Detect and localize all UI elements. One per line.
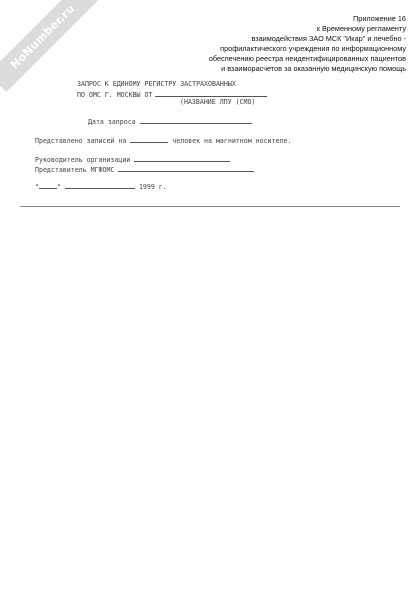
header-line: к Временному регламенту [316, 24, 406, 33]
representative-label: Представитель МГФОМС [35, 166, 115, 174]
representative-signature-field[interactable] [118, 164, 254, 172]
month-field[interactable] [65, 181, 135, 189]
header-line: профилактического учреждения по информационному [220, 44, 406, 53]
records-suffix: человек на магнитном носителе. [172, 137, 292, 145]
header-line: Приложение 16 [353, 14, 406, 23]
signature-date-row [35, 181, 167, 191]
request-date-row [88, 116, 252, 126]
year-label: 1999 г. [138, 183, 167, 191]
day-field[interactable] [39, 181, 57, 189]
records-row [35, 135, 291, 145]
header-line: и взаиморасчетов за оказанную медицинскую помощь [221, 64, 406, 73]
divider [20, 206, 400, 207]
institution-name-caption: (НАЗВАНИЕ ЛПУ (СМО) [180, 98, 256, 106]
form-title-line2-text: ПО ОМС Г. МОСКВЫ ОТ [77, 91, 153, 99]
institution-name-field[interactable] [155, 89, 267, 97]
records-count-field[interactable] [130, 135, 168, 143]
request-date-label: Дата запроса [88, 118, 136, 126]
representative-row [35, 164, 254, 174]
head-org-label: Руководитель организации [35, 156, 131, 164]
head-org-row [35, 154, 230, 164]
header-line: взаимодействия ЗАО МСК "Икар" и лечебно - [251, 34, 406, 43]
quote-close: " [56, 183, 61, 191]
head-org-signature-field[interactable] [134, 154, 230, 162]
records-prefix: Представлено записей на [35, 137, 127, 145]
watermark: NoNumber.ru [0, 0, 98, 92]
header-line: обеспечению реестра неидентифицированных пациентов [208, 54, 406, 63]
appendix-header [209, 14, 406, 74]
quote-open: " [35, 183, 39, 191]
request-date-field[interactable] [140, 116, 252, 124]
form-title-line1: ЗАПРОС К ЕДИНОМУ РЕГИСТРУ ЗАСТРАХОВАННЫХ [77, 80, 236, 88]
